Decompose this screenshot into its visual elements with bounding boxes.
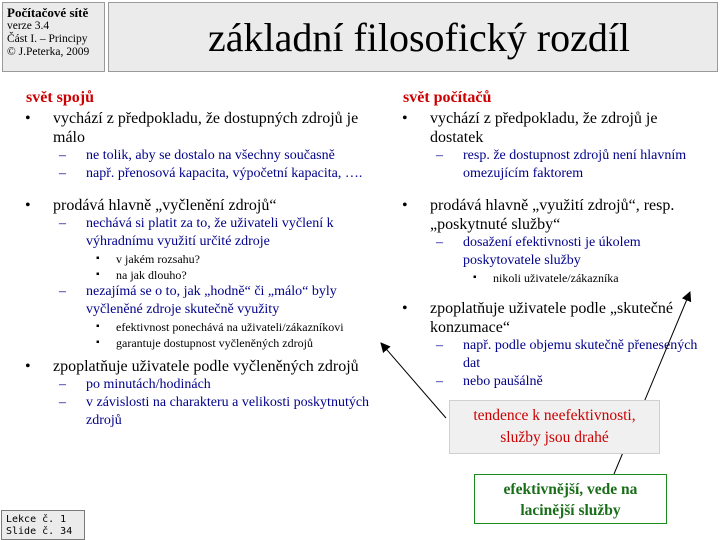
green-callout-line-2: lacinější služby — [520, 502, 621, 519]
left-bullet-2: • prodává hlavně „vyčlenění zdrojů“ — [26, 196, 382, 215]
inefficiency-callout — [449, 400, 660, 454]
right-bullet-1-sub-1: – resp. že dostupnost zdrojů není hlavním omezujícím faktorem — [403, 147, 709, 183]
left-bullet-2-sub-2-item-2: ▪ garantuje dostupnost vyčleněných zdrojů — [26, 335, 382, 351]
left-header: svět spojů — [26, 89, 95, 106]
right-bullet-2-sub-1: – dosažení efektivnosti je úkolem poskytovatele služby — [403, 234, 709, 270]
right-bullet-2-sub-1-item-1: ▪ nikoli uživatele/zákazníka — [403, 270, 709, 286]
right-bullet-3: • zpoplatňuje uživatele podle „skutečné konzumace“ — [403, 299, 709, 337]
part-label: Část I. – Principy — [7, 33, 88, 45]
version-label: verze 3.4 — [7, 20, 50, 32]
copyright-label: © J.Peterka, 2009 — [7, 46, 90, 58]
red-callout-line-1: tendence k neefektivnosti, — [473, 407, 636, 424]
left-bullet-2-sub-2: – nezajímá se o to, jak „hodně“ či „málo“ byly vyčleněné zdroje skutečně využity — [26, 283, 382, 319]
left-bullet-3-sub-1: – po minutách/hodinách — [26, 376, 382, 394]
right-bullet-1: • vychází z předpokladu, že zdrojů je dostatek — [403, 109, 709, 147]
lesson-info-box — [1, 510, 85, 540]
left-bullet-1-sub-1: – ne tolik, aby se dostalo na všechny současně — [26, 147, 382, 165]
efficiency-callout — [474, 474, 667, 524]
red-callout-line-2: služby jsou drahé — [500, 429, 609, 446]
left-bullet-2-sub-1-item-2: ▪ na jak dlouho? — [26, 267, 382, 283]
lesson-number: Lekce č. 1 — [6, 514, 67, 525]
slide-title: základní filosofický rozdíl — [207, 15, 631, 60]
right-header: svět počítačů — [403, 89, 492, 106]
right-bullet-3-sub-2: – nebo paušálně — [403, 373, 709, 391]
left-bullet-3: • zpoplatňuje uživatele podle vyčleněných zdrojů — [26, 357, 382, 376]
left-bullet-3-sub-2: – v závislosti na charakteru a velikosti poskytnutých zdrojů — [26, 394, 382, 430]
green-callout-line-1: efektivnější, vede na — [503, 481, 638, 498]
right-bullet-3-sub-1: – např. podle objemu skutečně přenesených dat — [403, 337, 709, 373]
left-bullet-1: • vychází z předpokladu, že dostupných zdrojů je málo — [26, 109, 382, 147]
course-name: Počítačové sítě — [7, 5, 89, 20]
left-bullet-1-sub-2: – např. přenosová kapacita, výpočetní kapacita, …. — [26, 165, 382, 183]
left-bullet-2-sub-1-item-1: ▪ v jakém rozsahu? — [26, 251, 382, 267]
left-bullet-2-sub-2-item-1: ▪ efektivnost ponechává na uživateli/zákazníkovi — [26, 319, 382, 335]
right-bullet-2: • prodává hlavně „využití zdrojů“, resp. „poskytnuté služby“ — [403, 196, 709, 234]
slide-number: Slide č. 34 — [6, 526, 73, 537]
red-callout-arrow — [381, 343, 446, 418]
left-bullet-2-sub-1: – nechává si platit za to, že uživateli vyčlení k výhradnímu využití určité zdroje — [26, 215, 382, 251]
